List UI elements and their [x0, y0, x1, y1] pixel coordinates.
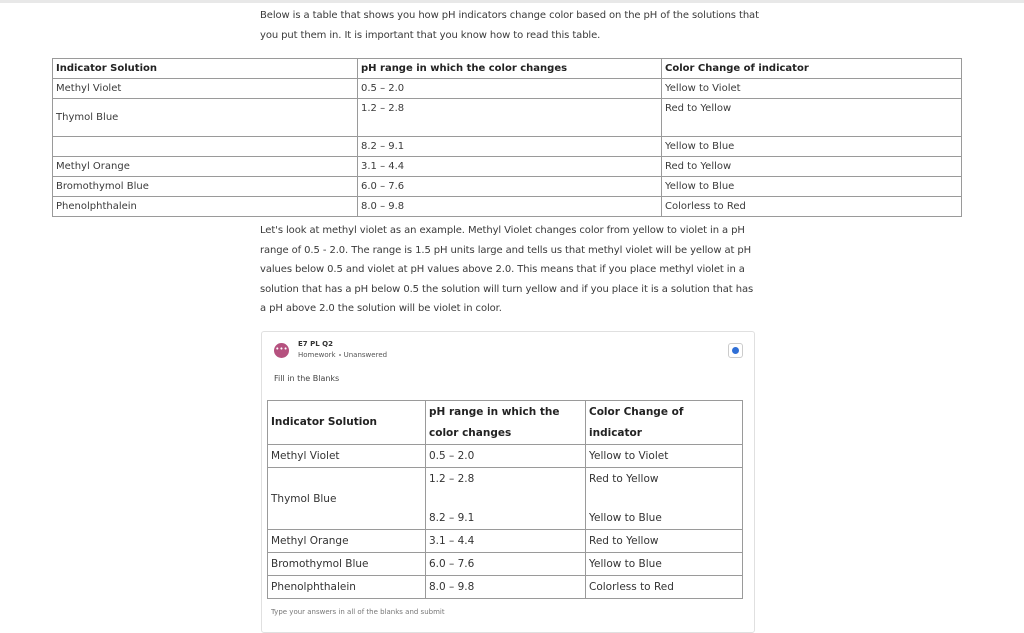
question-table: [267, 400, 743, 599]
cell-indicator: Methyl Orange: [268, 530, 426, 553]
cell-range: 8.2 – 9.1: [358, 137, 662, 157]
indicator-table: [52, 58, 962, 217]
cell-change-a: Red to Yellow: [589, 473, 659, 485]
cell-change: Yellow to Violet: [662, 79, 962, 99]
cell-change: Yellow to Violet: [586, 445, 743, 468]
table-row: [268, 576, 743, 599]
question-type: Homework: [298, 351, 336, 359]
cell-range-a: 1.2 – 2.8: [361, 103, 405, 114]
cell-range: 3.1 – 4.4: [426, 530, 586, 553]
cell-spacer: [589, 490, 739, 507]
table-row: [53, 79, 962, 99]
cell-change: Red to Yellow: [662, 157, 962, 177]
top-border: [0, 0, 1024, 3]
header-indicator: Indicator Solution: [268, 401, 426, 445]
cell-range: [426, 468, 586, 530]
example-paragraph: Let's look at methyl violet as an example. Methyl Violet changes color from yellow to violet in a pH range of 0.5 - 2.0. The range is 1.5 pH units large and tells us that methyl violet will be yellow at pH values below 0.5 and violet at pH values above 2.0. This means that if you place methyl violet in a solution that has a pH below 0.5 the solution will turn yellow and if you place it is a solution that has a pH above 2.0 the solution will be violet in color.: [260, 225, 754, 314]
table-row: [268, 530, 743, 553]
cell-range: 8.0 – 9.8: [358, 197, 662, 217]
cell-range: 6.0 – 7.6: [358, 177, 662, 197]
intro-paragraph: Below is a table that shows you how pH indicators change color based on the pH of the solutions that you put them in. It is important that you know how to read this table.: [260, 10, 759, 41]
question-footnote: Type your answers in all of the blanks and submit: [271, 608, 445, 616]
table-row: [53, 99, 962, 137]
cell-indicator: Bromothymol Blue: [268, 553, 426, 576]
header-change: Color Change of indicator: [586, 401, 743, 445]
cell-range: 8.0 – 9.8: [426, 576, 586, 599]
header-range: pH range in which the color changes: [358, 59, 662, 79]
table-row: [53, 137, 962, 157]
table-header-row: [53, 59, 962, 79]
cell-change: Yellow to Blue: [662, 177, 962, 197]
cell-change: Yellow to Blue: [662, 137, 962, 157]
cell-indicator: Methyl Violet: [53, 79, 358, 99]
header-change: Color Change of indicator: [662, 59, 962, 79]
table-row: [268, 445, 743, 468]
cell-change: Colorless to Red: [662, 197, 962, 217]
cell-change: Yellow to Blue: [586, 553, 743, 576]
question-instruction: Fill in the Blanks: [274, 374, 340, 383]
meta-separator-icon: [339, 354, 341, 356]
cell-change-a: Red to Yellow: [665, 103, 732, 114]
cell-indicator: Methyl Orange: [53, 157, 358, 177]
info-icon: [732, 347, 739, 354]
question-title: E7 PL Q2: [298, 340, 333, 348]
table-row: [268, 468, 743, 530]
info-button[interactable]: [728, 343, 743, 358]
cell-change-b: Yellow to Blue: [589, 512, 662, 524]
cell-indicator: Methyl Violet: [268, 445, 426, 468]
cell-range: 0.5 – 2.0: [426, 445, 586, 468]
question-card: [261, 331, 755, 633]
question-avatar-icon: •••: [274, 343, 289, 358]
cell-indicator: Thymol Blue: [268, 468, 426, 530]
cell-indicator: Thymol Blue: [53, 99, 358, 137]
cell-indicator: Phenolphthalein: [53, 197, 358, 217]
table-row: [53, 197, 962, 217]
cell-range: 0.5 – 2.0: [358, 79, 662, 99]
cell-indicator-cont: [53, 137, 358, 157]
cell-indicator: Phenolphthalein: [268, 576, 426, 599]
table-row: [53, 177, 962, 197]
cell-change: Colorless to Red: [586, 576, 743, 599]
question-status: Unanswered: [343, 351, 388, 359]
cell-indicator: Bromothymol Blue: [53, 177, 358, 197]
table-header-row: [268, 401, 743, 445]
cell-range: 6.0 – 7.6: [426, 553, 586, 576]
cell-change: Red to Yellow: [586, 530, 743, 553]
table-row: [53, 157, 962, 177]
cell-change: [586, 468, 743, 530]
cell-range: 3.1 – 4.4: [358, 157, 662, 177]
header-range: pH range in which the color changes: [426, 401, 586, 445]
cell-range: [358, 99, 662, 137]
header-indicator: Indicator Solution: [53, 59, 358, 79]
cell-change: [662, 99, 962, 137]
table-row: [268, 553, 743, 576]
cell-range-b: 8.2 – 9.1: [429, 512, 475, 524]
cell-range-a: 1.2 – 2.8: [429, 473, 475, 485]
cell-spacer: [429, 490, 582, 507]
question-meta: [298, 351, 387, 359]
